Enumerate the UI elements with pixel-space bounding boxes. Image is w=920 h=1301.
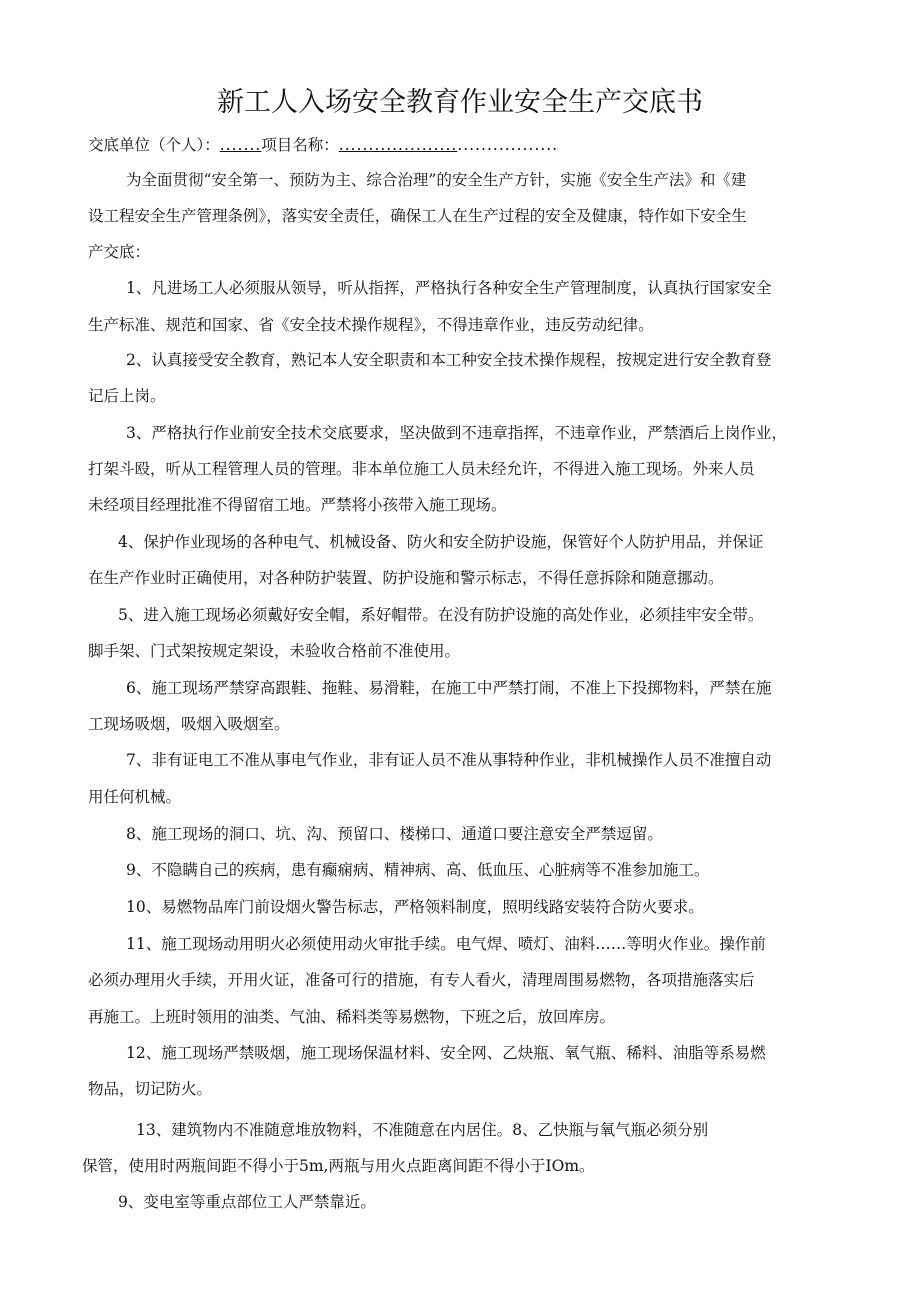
paragraph-line: 在生产作业时正确使用，对各种防护装置、防护设施和警示标志，不得任意拆除和随意挪动。 [88,569,724,587]
header-fields [88,133,833,155]
paragraph-line: 11、施工现场动用明火必须使用动火审批手续。电气焊、喷灯、油料……等明火作业。操作前 [126,935,766,953]
paragraph-line: 保管，使用时两瓶间距不得小于5m,两瓶与用火点距离间距不得小于IOm。 [82,1157,595,1175]
paragraph-line: 9、变电室等重点部位工人严禁靠近。 [118,1193,376,1211]
paragraph-line: 10、易燃物品库门前设烟火警告标志，严格领料制度，照明线路安装符合防火要求。 [126,898,704,916]
paragraph-line: 工现场吸烟，吸烟入吸烟室。 [88,715,290,733]
paragraph-line: 物品，切记防火。 [88,1080,213,1098]
project-field-continued: ................. [457,136,559,154]
paragraph-line: 7、非有证电工不准从事电气作业，非有证人员不准从事特种作业，非机械操作人员不准擅自动 [126,751,772,769]
paragraph-line: 13、建筑物内不准随意堆放物料，不准随意在内居住。8、乙快瓶与氧气瓶必须分别 [136,1121,709,1139]
paragraph-line: 4、保护作业现场的各种电气、机械设备、防火和安全防护设施，保管好个人防护用品，并保证 [118,533,764,551]
paragraph-line: 8、施工现场的洞口、坑、沟、预留口、楼梯口、通道口要注意安全严禁逗留。 [126,825,663,843]
paragraph-line: 打架斗殴，听从工程管理人员的管理。非本单位施工人员未经允许，不得进入施工现场。外来人员 [88,460,755,478]
paragraph-line: 12、施工现场严禁吸烟，施工现场保温材料、安全网、乙炔瓶、氧气瓶、稀料、油脂等系易燃 [126,1044,766,1062]
paragraph-line: 5、进入施工现场必须戴好安全帽，系好帽带。在没有防护设施的高处作业，必须挂牢安全带。 [118,606,764,624]
paragraph-line: 未经项目经理批准不得留宿工地。严禁将小孩带入施工现场。 [88,496,507,514]
document-title: 新工人入场安全教育作业安全生产交底书 [217,87,703,118]
paragraph-line: 用任何机械。 [88,788,182,806]
paragraph-line: 生产标准、规范和国家、省《安全技术操作规程》，不得违章作业，违反劳动纪律。 [88,316,654,334]
paragraph-line: 再施工。上班时领用的油类、气油、稀料类等易燃物，下班之后，放回库房。 [88,1008,616,1026]
paragraph-line: 记后上岗。 [88,387,166,405]
unit-label: 交底单位（个人）： [88,136,220,154]
paragraph-line: 脚手架、门式架按规定架设，未验收合格前不准使用。 [88,642,461,660]
unit-field: ....... [219,136,262,154]
paragraph-line: 设工程安全生产管理条例》，落实安全责任，确保工人在生产过程的安全及健康，特作如下安全生 [88,207,747,225]
paragraph-line: 为全面贯彻“安全第一、预防为主、综合治理”的安全生产方针，实施《安全生产法》和《建 [126,171,747,189]
paragraph-line: 1、凡进场工人必须服从领导，听从指挥，严格执行各种安全生产管理制度，认真执行国家安全 [126,279,772,297]
paragraph-line: 6、施工现场严禁穿高跟鞋、拖鞋、易滑鞋，在施工中严禁打闹，不准上下投掷物料，严禁在施 [126,679,772,697]
paragraph-line: 3、严格执行作业前安全技术交底要求，坚决做到不违章指挥，不违章作业，严禁酒后上岗作业， [126,424,787,442]
paragraph-line: 2、认真接受安全教育，熟记本人安全职责和本工种安全技术操作规程，按规定进行安全教育登 [126,351,772,369]
paragraph-line: 必须办理用火手续，开用火证，准备可行的措施，有专人看火，清理周围易燃物，各项措施落实后 [88,971,755,989]
project-label: 项目名称： [261,136,339,154]
project-field: .................... [338,136,458,154]
paragraph-line: 9、不隐瞒自己的疾病，患有癫痫病、精神病、高、低血压、心脏病等不准参加施工。 [126,861,710,879]
paragraph-line: 产交底： [88,243,151,261]
